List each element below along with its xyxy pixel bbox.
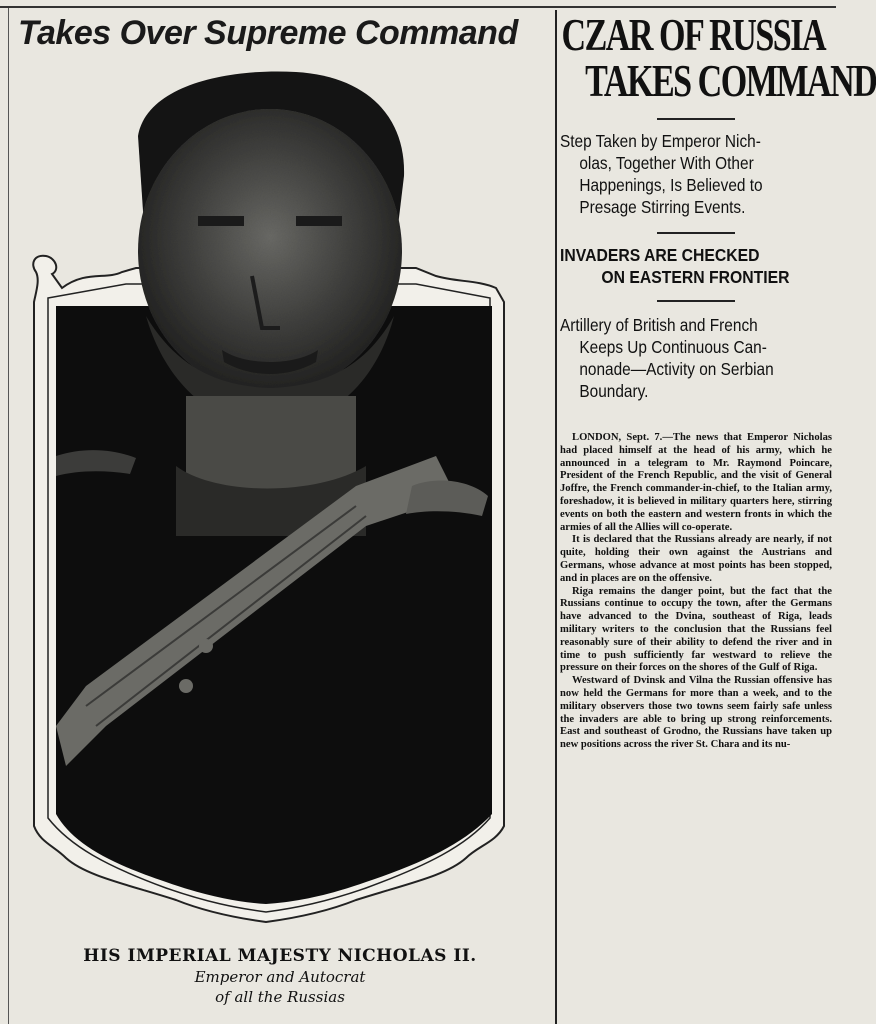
deck-2 <box>560 244 805 288</box>
article-column <box>560 9 876 752</box>
deck-1-line: olas, Together With Other <box>579 153 754 173</box>
deck-2-line: INVADERS ARE CHECKED <box>560 245 760 265</box>
headline-line-1: CZAR OF RUSSIA <box>561 9 826 60</box>
deck-3-line: nonade—Activity on Serbian <box>579 359 774 379</box>
deck-1-line: Happenings, Is Believed to <box>579 175 763 195</box>
portrait-photo <box>26 66 510 926</box>
caption-subtitle-2: of all the Russias <box>215 988 345 1006</box>
deck-2-line: ON EASTERN FRONTIER <box>601 267 790 287</box>
top-rule <box>0 6 836 8</box>
deck-3-line: Artillery of British and French <box>560 315 758 335</box>
photo-caption <box>40 946 520 1006</box>
article-paragraph: It is declared that the Russians already are nearly, if not quite, holding their own against the Austrians and Germans, whose advance at most points has been stopped, and in places are on the offensive. <box>560 534 832 584</box>
article-paragraph: Westward of Dvinsk and Vilna the Russian offensive has now held the Germans for more than a week, and to the military observers those two towns seem fairly safe unless the invaders are able to bring up strong reinforcements. East and southeast of Grodno, the Russians have taken up new positions across the river St. Chara and its nu- <box>560 675 832 751</box>
column-divider <box>555 10 557 1024</box>
caption-subtitle: Emperor and Autocrat <box>194 968 366 986</box>
deck-3 <box>560 314 799 402</box>
headline-line-2: TAKES COMMAND <box>585 55 876 106</box>
article-paragraph: LONDON, Sept. 7.—The news that Emperor Nicholas had placed himself at the head of his army, which he announced in a telegram to Mr. Raymond Poincare, President of the French Republic, and the visit of General Joffre, the French commander-in-chief, to the Italian army, foreshadow, it is believed in military quarters here, stirring events on both the eastern and western fronts in which the armies of all the Allies will co-operate. <box>560 432 832 533</box>
caption-title: HIS IMPERIAL MAJESTY NICHOLAS II. <box>83 946 477 966</box>
deck-3-line: Keeps Up Continuous Can- <box>579 337 767 357</box>
main-headline <box>560 9 876 106</box>
article-body <box>560 432 832 752</box>
article-paragraph: Riga remains the danger point, but the fact that the Russians continue to occupy the town, after the Germans have advanced to the Dvina, southeast of Riga, leads military writers to the conclusion that the Russians feel reasonably sure of their ability to defend the river and in time to push sufficiently far westward to relieve the pressure on their forces on the shores of the Gulf of Riga. <box>560 585 832 674</box>
left-headline: Takes Over Supreme Command <box>18 14 518 52</box>
deck-1 <box>560 130 799 218</box>
left-margin-rule <box>8 8 9 1024</box>
deck-1-line: Presage Stirring Events. <box>579 197 746 217</box>
deck-1-line: Step Taken by Emperor Nich- <box>560 131 761 151</box>
deck-3-line: Boundary. <box>579 381 649 401</box>
